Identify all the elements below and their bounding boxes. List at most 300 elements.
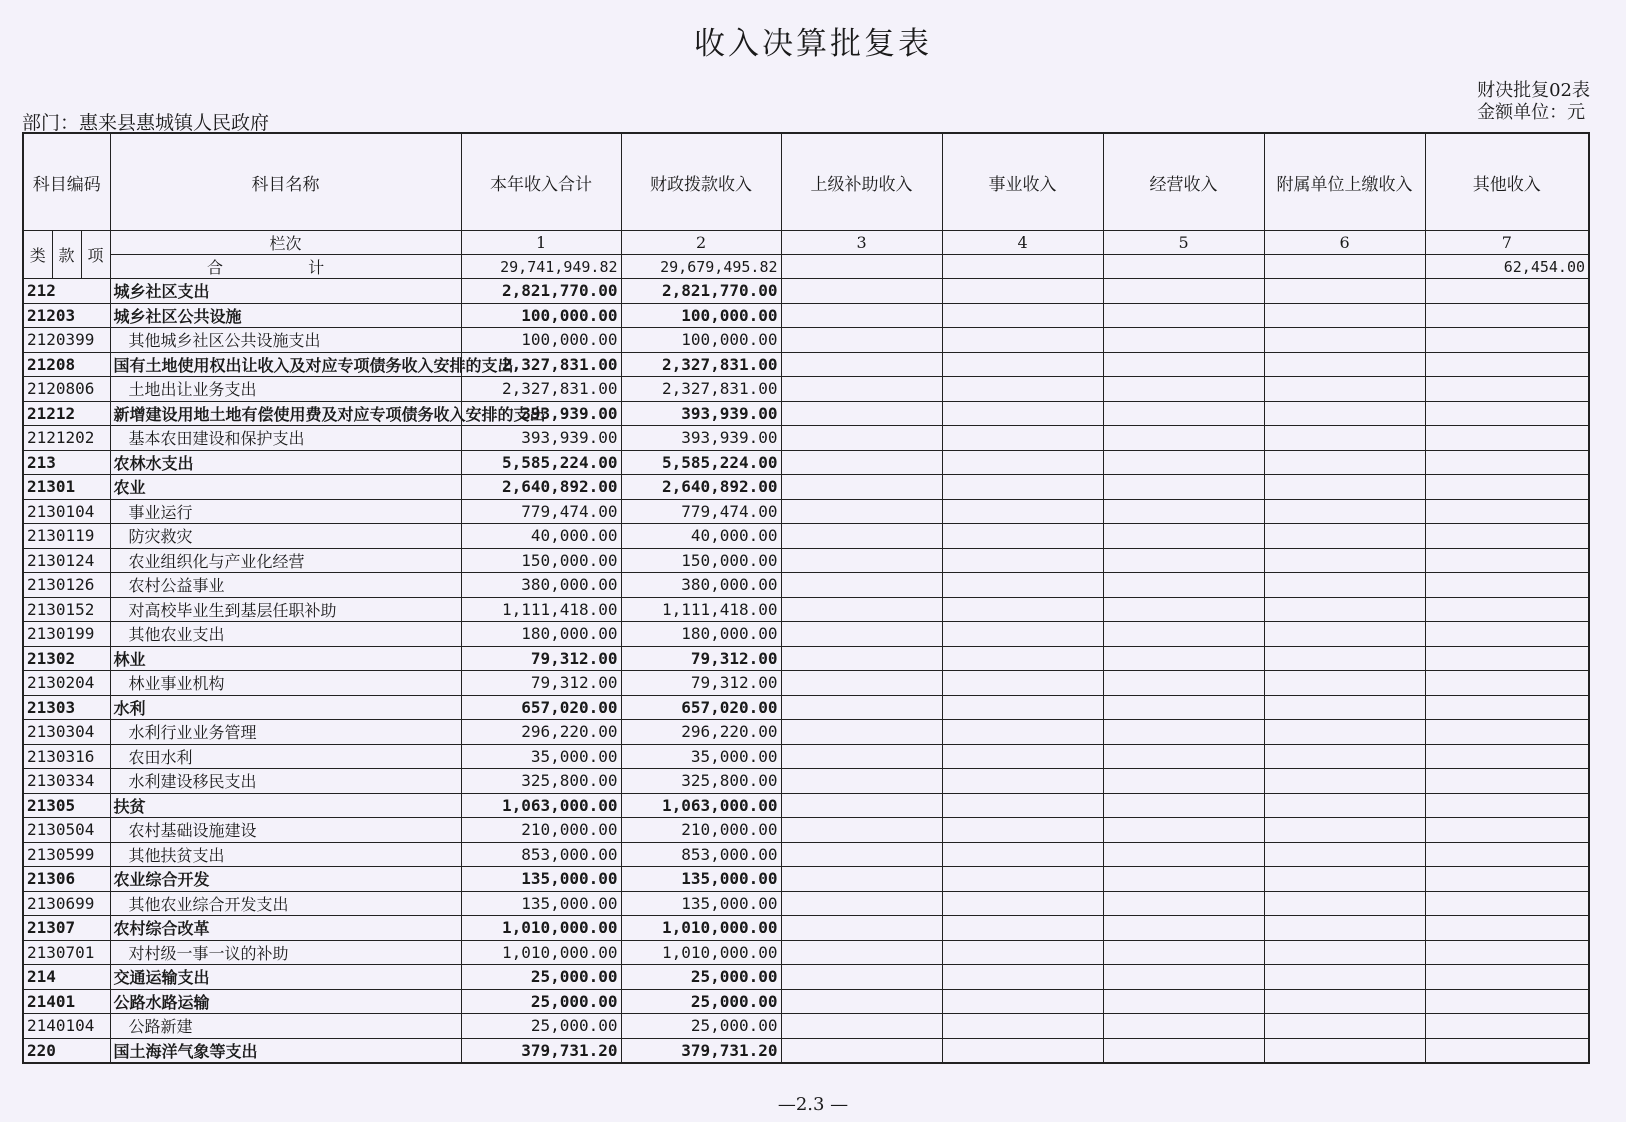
row-business	[942, 842, 1103, 867]
row-total: 296,220.00	[461, 720, 621, 745]
row-total: 2,821,770.00	[461, 279, 621, 304]
row-code: 21301	[23, 475, 110, 500]
row-total: 135,000.00	[461, 867, 621, 892]
row-affiliated	[1264, 671, 1425, 696]
row-fiscal: 135,000.00	[621, 891, 781, 916]
row-business	[942, 597, 1103, 622]
sum-other: 62,454.00	[1425, 255, 1589, 279]
row-total: 779,474.00	[461, 499, 621, 524]
row-business	[942, 524, 1103, 549]
row-business	[942, 450, 1103, 475]
row-name: 水利	[110, 695, 461, 720]
row-other	[1425, 965, 1589, 990]
header-lanci: 栏次	[110, 231, 461, 255]
row-total: 393,939.00	[461, 401, 621, 426]
row-name: 对高校毕业生到基层任职补助	[110, 597, 461, 622]
row-total: 1,111,418.00	[461, 597, 621, 622]
row-total: 79,312.00	[461, 671, 621, 696]
row-name: 城乡社区支出	[110, 279, 461, 304]
row-affiliated	[1264, 573, 1425, 598]
row-name: 农林水支出	[110, 450, 461, 475]
row-operating	[1103, 744, 1264, 769]
row-superior	[781, 842, 942, 867]
row-total: 2,327,831.00	[461, 352, 621, 377]
row-superior	[781, 891, 942, 916]
table-row	[23, 744, 1589, 769]
row-total: 1,010,000.00	[461, 940, 621, 965]
row-name: 事业运行	[110, 499, 461, 524]
row-business	[942, 940, 1103, 965]
row-affiliated	[1264, 695, 1425, 720]
row-other	[1425, 352, 1589, 377]
row-business	[942, 499, 1103, 524]
row-fiscal: 79,312.00	[621, 646, 781, 671]
row-other	[1425, 279, 1589, 304]
row-code: 2130152	[23, 597, 110, 622]
row-total: 180,000.00	[461, 622, 621, 647]
row-code: 2130104	[23, 499, 110, 524]
row-other	[1425, 573, 1589, 598]
row-business	[942, 646, 1103, 671]
row-code: 2130701	[23, 940, 110, 965]
row-other	[1425, 646, 1589, 671]
row-fiscal: 296,220.00	[621, 720, 781, 745]
table-row	[23, 303, 1589, 328]
table-row	[23, 1038, 1589, 1063]
row-fiscal: 393,939.00	[621, 426, 781, 451]
row-other	[1425, 499, 1589, 524]
row-code: 21307	[23, 916, 110, 941]
row-superior	[781, 573, 942, 598]
row-business	[942, 720, 1103, 745]
table-row	[23, 695, 1589, 720]
row-other	[1425, 695, 1589, 720]
row-affiliated	[1264, 744, 1425, 769]
table-row	[23, 328, 1589, 353]
row-code: 21401	[23, 989, 110, 1014]
row-affiliated	[1264, 352, 1425, 377]
row-operating	[1103, 891, 1264, 916]
row-business	[942, 867, 1103, 892]
row-code: 2130204	[23, 671, 110, 696]
row-total: 79,312.00	[461, 646, 621, 671]
row-superior	[781, 1014, 942, 1039]
row-total: 2,640,892.00	[461, 475, 621, 500]
row-affiliated	[1264, 548, 1425, 573]
row-superior	[781, 328, 942, 353]
row-business	[942, 891, 1103, 916]
row-code: 21306	[23, 867, 110, 892]
row-fiscal: 25,000.00	[621, 989, 781, 1014]
row-fiscal: 100,000.00	[621, 328, 781, 353]
row-name: 林业	[110, 646, 461, 671]
row-superior	[781, 671, 942, 696]
row-business	[942, 303, 1103, 328]
row-total: 35,000.00	[461, 744, 621, 769]
row-superior	[781, 597, 942, 622]
col-index-5: 5	[1103, 231, 1264, 255]
col-index-4: 4	[942, 231, 1103, 255]
row-business	[942, 475, 1103, 500]
row-fiscal: 657,020.00	[621, 695, 781, 720]
row-operating	[1103, 279, 1264, 304]
row-other	[1425, 940, 1589, 965]
row-code: 2130304	[23, 720, 110, 745]
row-business	[942, 818, 1103, 843]
row-affiliated	[1264, 1014, 1425, 1039]
row-name: 其他城乡社区公共设施支出	[110, 328, 461, 353]
row-other	[1425, 426, 1589, 451]
row-fiscal: 1,010,000.00	[621, 940, 781, 965]
row-code: 21305	[23, 793, 110, 818]
row-total: 25,000.00	[461, 965, 621, 990]
row-name: 城乡社区公共设施	[110, 303, 461, 328]
row-operating	[1103, 1038, 1264, 1063]
row-operating	[1103, 597, 1264, 622]
row-other	[1425, 793, 1589, 818]
table-row	[23, 573, 1589, 598]
col-index-3: 3	[781, 231, 942, 255]
row-business	[942, 793, 1103, 818]
col-index-6: 6	[1264, 231, 1425, 255]
row-name: 公路水路运输	[110, 989, 461, 1014]
row-fiscal: 1,111,418.00	[621, 597, 781, 622]
row-superior	[781, 916, 942, 941]
row-total: 853,000.00	[461, 842, 621, 867]
row-operating	[1103, 401, 1264, 426]
row-business	[942, 279, 1103, 304]
row-business	[942, 352, 1103, 377]
page-title: 收入决算批复表	[694, 26, 932, 62]
row-code: 214	[23, 965, 110, 990]
row-superior	[781, 622, 942, 647]
row-business	[942, 328, 1103, 353]
row-name: 农业	[110, 475, 461, 500]
col-index-7: 7	[1425, 231, 1589, 255]
row-fiscal: 150,000.00	[621, 548, 781, 573]
row-affiliated	[1264, 940, 1425, 965]
row-superior	[781, 524, 942, 549]
row-other	[1425, 891, 1589, 916]
row-name: 新增建设用地土地有偿使用费及对应专项债务收入安排的支出	[110, 401, 461, 426]
row-operating	[1103, 646, 1264, 671]
row-operating	[1103, 916, 1264, 941]
row-name: 对村级一事一议的补助	[110, 940, 461, 965]
col-index-2: 2	[621, 231, 781, 255]
row-other	[1425, 524, 1589, 549]
row-fiscal: 40,000.00	[621, 524, 781, 549]
row-fiscal: 2,821,770.00	[621, 279, 781, 304]
row-affiliated	[1264, 1038, 1425, 1063]
row-business	[942, 916, 1103, 941]
row-operating	[1103, 524, 1264, 549]
row-fiscal: 325,800.00	[621, 769, 781, 794]
row-operating	[1103, 426, 1264, 451]
row-total: 135,000.00	[461, 891, 621, 916]
row-fiscal: 1,010,000.00	[621, 916, 781, 941]
row-operating	[1103, 940, 1264, 965]
row-business	[942, 573, 1103, 598]
row-fiscal: 135,000.00	[621, 867, 781, 892]
sum-label: 合 计	[110, 255, 461, 279]
row-superior	[781, 303, 942, 328]
row-affiliated	[1264, 328, 1425, 353]
row-superior	[781, 867, 942, 892]
row-code: 2120399	[23, 328, 110, 353]
row-fiscal: 2,327,831.00	[621, 352, 781, 377]
header-operating: 经营收入	[1103, 133, 1264, 231]
row-name: 交通运输支出	[110, 965, 461, 990]
sum-fiscal: 29,679,495.82	[621, 255, 781, 279]
header-name: 科目名称	[110, 133, 461, 231]
row-other	[1425, 328, 1589, 353]
row-other	[1425, 622, 1589, 647]
row-affiliated	[1264, 279, 1425, 304]
table-row	[23, 401, 1589, 426]
row-fiscal: 779,474.00	[621, 499, 781, 524]
row-affiliated	[1264, 426, 1425, 451]
header-other: 其他收入	[1425, 133, 1589, 231]
row-superior	[781, 965, 942, 990]
row-code: 21208	[23, 352, 110, 377]
header-superior: 上级补助收入	[781, 133, 942, 231]
row-superior	[781, 695, 942, 720]
table-row	[23, 793, 1589, 818]
row-fiscal: 25,000.00	[621, 965, 781, 990]
header-business: 事业收入	[942, 133, 1103, 231]
row-fiscal: 100,000.00	[621, 303, 781, 328]
row-other	[1425, 744, 1589, 769]
row-name: 国有土地使用权出让收入及对应专项债务收入安排的支出	[110, 352, 461, 377]
row-total: 1,063,000.00	[461, 793, 621, 818]
row-total: 380,000.00	[461, 573, 621, 598]
row-affiliated	[1264, 793, 1425, 818]
row-affiliated	[1264, 818, 1425, 843]
row-superior	[781, 1038, 942, 1063]
income-table	[22, 132, 1590, 1064]
row-superior	[781, 940, 942, 965]
row-operating	[1103, 671, 1264, 696]
row-code: 2130334	[23, 769, 110, 794]
sum-row	[23, 255, 1589, 279]
row-total: 1,010,000.00	[461, 916, 621, 941]
row-business	[942, 548, 1103, 573]
table-row	[23, 989, 1589, 1014]
row-operating	[1103, 352, 1264, 377]
row-business	[942, 1014, 1103, 1039]
row-business	[942, 1038, 1103, 1063]
row-name: 扶贫	[110, 793, 461, 818]
row-total: 40,000.00	[461, 524, 621, 549]
table-row	[23, 867, 1589, 892]
row-superior	[781, 450, 942, 475]
header-total: 本年收入合计	[461, 133, 621, 231]
row-other	[1425, 720, 1589, 745]
row-code: 2130126	[23, 573, 110, 598]
header-lei: 类	[23, 231, 52, 279]
row-name: 其他扶贫支出	[110, 842, 461, 867]
row-business	[942, 695, 1103, 720]
table-row	[23, 769, 1589, 794]
row-business	[942, 965, 1103, 990]
row-name: 土地出让业务支出	[110, 377, 461, 402]
row-affiliated	[1264, 524, 1425, 549]
row-fiscal: 1,063,000.00	[621, 793, 781, 818]
row-affiliated	[1264, 401, 1425, 426]
row-business	[942, 401, 1103, 426]
row-superior	[781, 499, 942, 524]
row-business	[942, 769, 1103, 794]
page-number: —2.3 —	[777, 1094, 849, 1115]
table-row	[23, 352, 1589, 377]
row-code: 21212	[23, 401, 110, 426]
row-operating	[1103, 573, 1264, 598]
row-affiliated	[1264, 867, 1425, 892]
row-operating	[1103, 548, 1264, 573]
table-row	[23, 450, 1589, 475]
row-affiliated	[1264, 303, 1425, 328]
row-affiliated	[1264, 720, 1425, 745]
row-affiliated	[1264, 622, 1425, 647]
row-operating	[1103, 377, 1264, 402]
row-code: 2130316	[23, 744, 110, 769]
row-code: 21302	[23, 646, 110, 671]
row-total: 379,731.20	[461, 1038, 621, 1063]
row-total: 2,327,831.00	[461, 377, 621, 402]
table-row	[23, 426, 1589, 451]
row-total: 25,000.00	[461, 1014, 621, 1039]
row-business	[942, 989, 1103, 1014]
row-name: 其他农业支出	[110, 622, 461, 647]
form-ref-label: 财决批复02表	[1477, 80, 1590, 101]
header-affiliated: 附属单位上缴收入	[1264, 133, 1425, 231]
row-total: 150,000.00	[461, 548, 621, 573]
income-table-container	[22, 132, 1588, 1072]
unit-label: 金额单位：元	[1477, 102, 1586, 123]
row-code: 220	[23, 1038, 110, 1063]
row-other	[1425, 377, 1589, 402]
table-row	[23, 720, 1589, 745]
row-affiliated	[1264, 916, 1425, 941]
row-name: 农村基础设施建设	[110, 818, 461, 843]
row-operating	[1103, 303, 1264, 328]
row-affiliated	[1264, 597, 1425, 622]
row-other	[1425, 818, 1589, 843]
row-superior	[781, 720, 942, 745]
row-name: 农田水利	[110, 744, 461, 769]
row-affiliated	[1264, 646, 1425, 671]
row-operating	[1103, 989, 1264, 1014]
row-operating	[1103, 793, 1264, 818]
row-operating	[1103, 475, 1264, 500]
row-superior	[781, 646, 942, 671]
row-total: 393,939.00	[461, 426, 621, 451]
row-business	[942, 671, 1103, 696]
row-operating	[1103, 842, 1264, 867]
row-operating	[1103, 818, 1264, 843]
row-other	[1425, 450, 1589, 475]
row-code: 2130504	[23, 818, 110, 843]
row-superior	[781, 548, 942, 573]
table-row	[23, 916, 1589, 941]
row-other	[1425, 1038, 1589, 1063]
table-row	[23, 940, 1589, 965]
department-label: 部门：惠来县惠城镇人民政府	[22, 112, 270, 134]
row-name: 公路新建	[110, 1014, 461, 1039]
row-other	[1425, 867, 1589, 892]
row-name: 水利行业业务管理	[110, 720, 461, 745]
header-kuan: 款	[52, 231, 81, 279]
row-name: 农村综合改革	[110, 916, 461, 941]
table-row	[23, 965, 1589, 990]
row-name: 林业事业机构	[110, 671, 461, 696]
row-total: 325,800.00	[461, 769, 621, 794]
row-fiscal: 393,939.00	[621, 401, 781, 426]
row-fiscal: 2,327,831.00	[621, 377, 781, 402]
row-other	[1425, 548, 1589, 573]
row-operating	[1103, 867, 1264, 892]
row-superior	[781, 744, 942, 769]
row-operating	[1103, 769, 1264, 794]
row-operating	[1103, 695, 1264, 720]
row-superior	[781, 377, 942, 402]
row-superior	[781, 989, 942, 1014]
table-row	[23, 597, 1589, 622]
row-fiscal: 2,640,892.00	[621, 475, 781, 500]
row-affiliated	[1264, 989, 1425, 1014]
row-superior	[781, 352, 942, 377]
row-name: 基本农田建设和保护支出	[110, 426, 461, 451]
table-row	[23, 1014, 1589, 1039]
row-affiliated	[1264, 769, 1425, 794]
row-fiscal: 25,000.00	[621, 1014, 781, 1039]
row-total: 100,000.00	[461, 328, 621, 353]
row-affiliated	[1264, 499, 1425, 524]
table-row	[23, 524, 1589, 549]
row-other	[1425, 1014, 1589, 1039]
row-business	[942, 744, 1103, 769]
row-code: 2120806	[23, 377, 110, 402]
header-code: 科目编码	[23, 133, 110, 231]
row-code: 2130199	[23, 622, 110, 647]
row-name: 农业组织化与产业化经营	[110, 548, 461, 573]
row-affiliated	[1264, 891, 1425, 916]
row-superior	[781, 818, 942, 843]
form-reference	[1477, 80, 1590, 124]
row-operating	[1103, 622, 1264, 647]
row-code: 2121202	[23, 426, 110, 451]
table-row	[23, 377, 1589, 402]
row-affiliated	[1264, 475, 1425, 500]
col-index-1: 1	[461, 231, 621, 255]
row-superior	[781, 426, 942, 451]
row-code: 2130124	[23, 548, 110, 573]
row-superior	[781, 475, 942, 500]
row-operating	[1103, 965, 1264, 990]
row-fiscal: 379,731.20	[621, 1038, 781, 1063]
row-code: 21303	[23, 695, 110, 720]
row-superior	[781, 769, 942, 794]
header-xiang: 项	[81, 231, 110, 279]
table-row	[23, 842, 1589, 867]
row-operating	[1103, 450, 1264, 475]
row-affiliated	[1264, 965, 1425, 990]
row-code: 212	[23, 279, 110, 304]
row-total: 25,000.00	[461, 989, 621, 1014]
row-code: 2130599	[23, 842, 110, 867]
row-superior	[781, 279, 942, 304]
row-code: 2140104	[23, 1014, 110, 1039]
